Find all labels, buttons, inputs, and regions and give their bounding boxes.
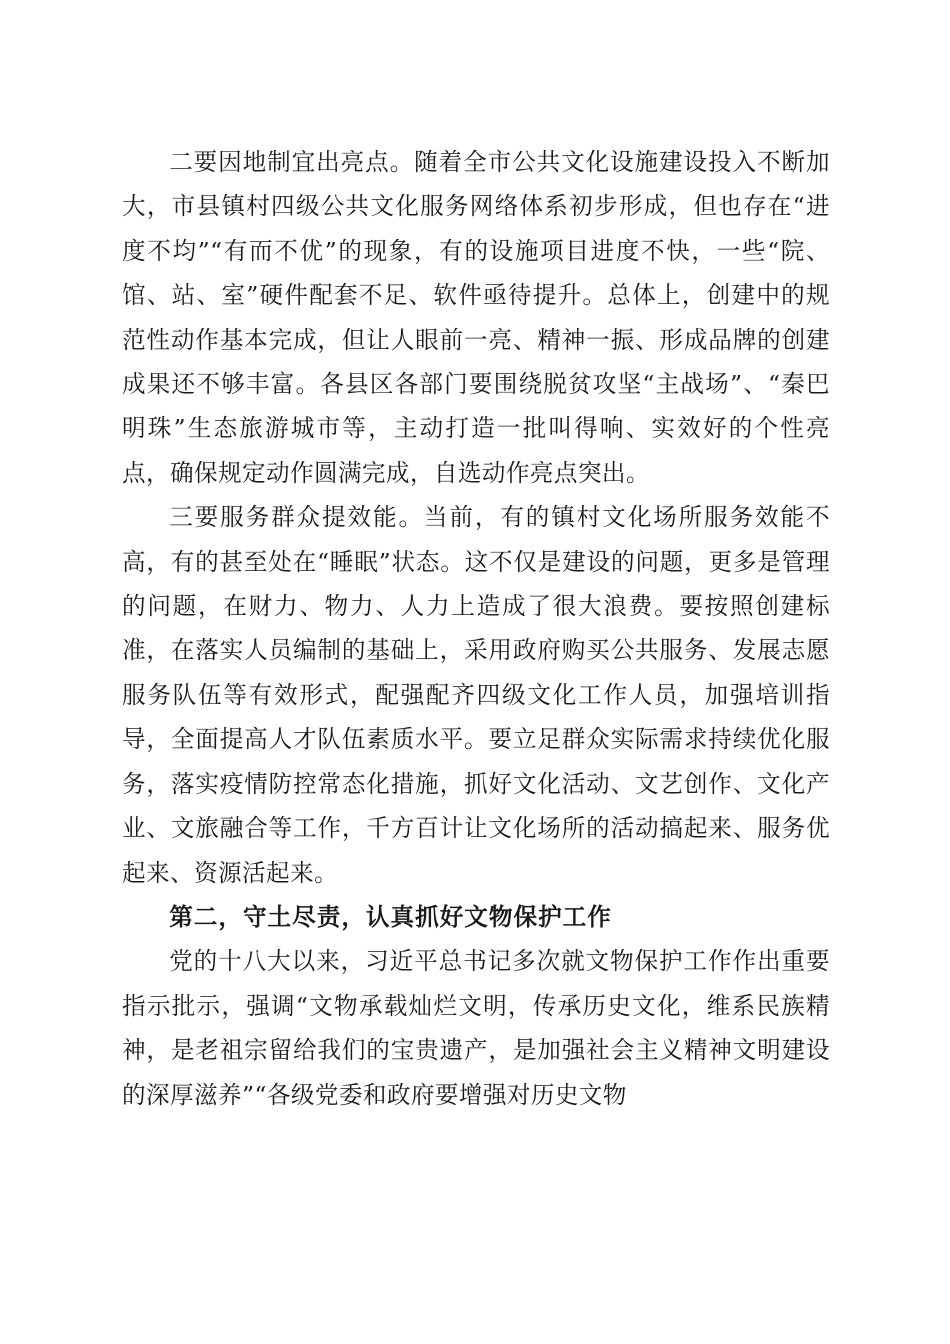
paragraph-2: 三要服务群众提效能。当前，有的镇村文化场所服务效能不高，有的甚至处在“睡眠”状态。这不仅是建设的问题，更多是管理的问题，在财力、物力、人力上造成了很大浪费。要按照创建标准，在落实人员编制的基础上，采用政府购买公共服务、发展志愿服务队伍等有效形式，配强配齐四级文化工作人员，加强培训指导，全面提高人才队伍素质水平。要立足群众实际需求持续优化服务，落实疫情防控常态化措施，抓好文化活动、文艺创作、文化产业、文旅融合等工作，千方百计让文化场所的活动搞起来、服务优起来、资源活起来。	[122, 503, 830, 887]
paragraph-3: 党的十八大以来，习近平总书记多次就文物保护工作作出重要指示批示，强调“文物承载灿烂文明，传承历史文化，维系民族精神，是老祖宗留给我们的宝贵遗产，是加强社会主义精神文明建设的深厚滋养”“各级党委和政府要增强对历史文物	[122, 947, 830, 1109]
section-heading: 第二，守土尽责，认真抓好文物保护工作	[169, 902, 612, 931]
document-page	[122, 140, 830, 1117]
paragraph-1: 二要因地制宜出亮点。随着全市公共文化设施建设投入不断加大，市县镇村四级公共文化服务网络体系初步形成，但也存在“进度不均”“有而不优”的现象，有的设施项目进度不快，一些“院、馆、站、室”硬件配套不足、软件亟待提升。总体上，创建中的规范性动作基本完成，但让人眼前一亮、精神一振、形成品牌的创建成果还不够丰富。各县区各部门要围绕脱贫攻坚“主战场”、“秦巴明珠”生态旅游城市等，主动打造一批叫得响、实效好的个性亮点，确保规定动作圆满完成，自选动作亮点突出。	[122, 148, 830, 487]
